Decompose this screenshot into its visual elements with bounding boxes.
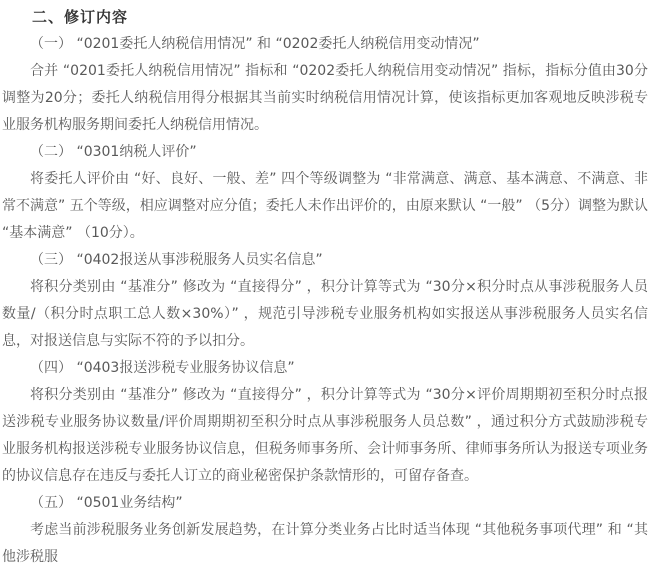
paragraph-2: 将委托人评价由 “好、良好、一般、差” 四个等级调整为 “非常满意、满意、基本满意、不满意、非常不满意” 五个等级，相应调整对应分值；委托人未作出评价的，由原来默认 “一般” （5分）调整为默认 “基本满意” （10分）。	[2, 171, 649, 241]
subsection-heading-4: （四） “0403报送涉税专业服务协议信息”	[30, 360, 295, 376]
paragraph-3: 将积分类别由 “基准分” 修改为 “直接得分” ，积分计算等式为 “30分×积分时点从事涉税服务人员数量/（积分时点职工总人数×30%）” ，规范引导涉税专业服务机构如实报送从事涉税服务人员实名信息，对报送信息与实际不符的予以扣分。	[2, 279, 648, 349]
subsection-heading-2: （二） “0301纳税人评价”	[30, 144, 197, 160]
paragraph-1: 合并 “0201委托人纳税信用情况” 指标和 “0202委托人纳税信用变动情况” 指标，指标分值由30分调整为20分；委托人纳税信用得分根据其当前实时纳税信用情况计算，使该指标更加客观地反映涉税专业服务机构服务期间委托人纳税信用情况。	[2, 63, 648, 133]
paragraph-5: 考虑当前涉税服务业务创新发展趋势，在计算分类业务占比时适当体现 “其他税务事项代理” 和 “其他涉税服	[2, 522, 648, 565]
subsection-heading-5: （五） “0501业务结构”	[30, 495, 183, 511]
section-title: 二、修订内容	[32, 8, 129, 26]
paragraph-4: 将积分类别由 “基准分” 修改为 “直接得分” ，积分计算等式为 “30分×评价周期期初至积分时点报送涉税专业服务协议数量/评价周期期初至积分时点从事涉税服务人员总数” ，通过积分方式鼓励涉税专业服务机构报送涉税专业服务协议信息，但税务师事务所、会计师事务所、律师事务所认为报送专项业务的协议信息存在违反与委托人订立的商业秘密保护条款情形的，可留存备查。	[2, 387, 648, 484]
subsection-heading-3: （三） “0402报送从事涉税服务人员实名信息”	[30, 252, 323, 268]
subsection-heading-1: （一） “0201委托人纳税信用情况” 和 “0202委托人纳税信用变动情况”	[30, 36, 480, 52]
